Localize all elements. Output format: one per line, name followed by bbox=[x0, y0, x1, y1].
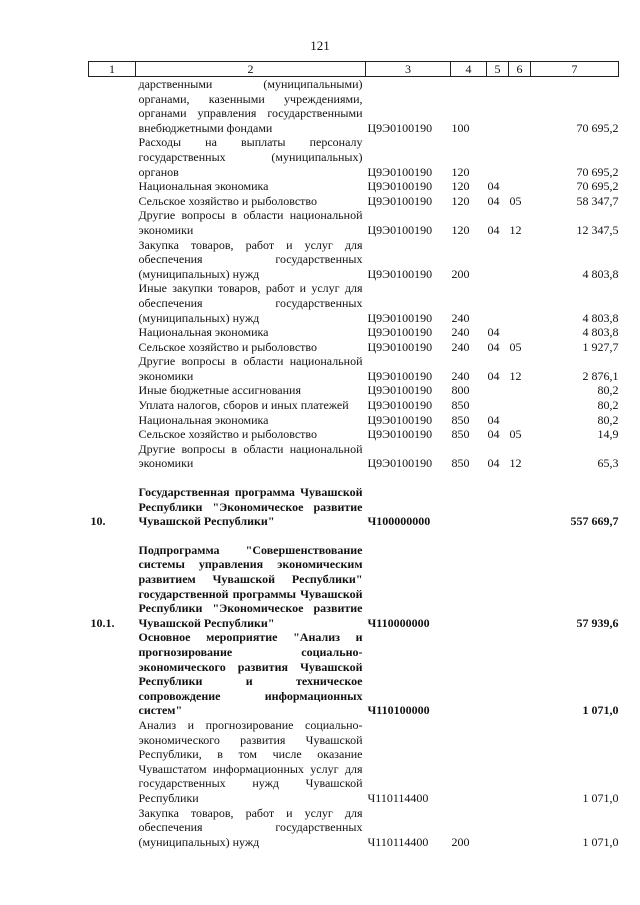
column-number-5: 5 bbox=[487, 62, 509, 77]
row-number bbox=[89, 398, 136, 413]
subsection-code bbox=[509, 238, 531, 282]
section-code: 04 bbox=[487, 412, 500, 427]
table-row bbox=[89, 77, 619, 136]
amount: 557 669,7 bbox=[570, 514, 619, 529]
subsection-code: 05 bbox=[509, 193, 522, 208]
section-code: 04 bbox=[487, 427, 500, 442]
table-row bbox=[89, 413, 619, 428]
row-number: 10.1. bbox=[90, 615, 115, 630]
target-article-code: Ц9Э0100190 bbox=[367, 266, 433, 281]
section-code bbox=[487, 630, 509, 718]
amount: 58 347,7 bbox=[576, 193, 619, 208]
amount: 2 876,1 bbox=[582, 368, 619, 383]
table-row bbox=[89, 238, 619, 282]
target-article-code: Ц9Э0100190 bbox=[367, 427, 433, 442]
row-name: Иные закупки товаров, работ и услуг для обеспечения государственных (муниципальных) нужд bbox=[138, 281, 363, 325]
row-name: Национальная экономика bbox=[138, 325, 269, 340]
section-code bbox=[487, 383, 509, 398]
table-row bbox=[89, 135, 619, 179]
subsection-code bbox=[509, 543, 531, 631]
amount: 80,2 bbox=[597, 412, 619, 427]
row-number bbox=[89, 427, 136, 442]
amount: 1 071,0 bbox=[582, 834, 619, 849]
column-number-3: 3 bbox=[366, 62, 451, 77]
expense-type-code: 200 bbox=[451, 834, 470, 849]
row-number bbox=[89, 442, 136, 471]
subsection-code bbox=[509, 77, 531, 136]
subsection-code: 12 bbox=[509, 368, 522, 383]
row-name: Сельское хозяйство и рыболовство bbox=[138, 339, 318, 354]
expense-type-code: 850 bbox=[451, 412, 470, 427]
target-article-code: Ц9Э0100190 bbox=[367, 310, 433, 325]
table-row bbox=[89, 208, 619, 237]
row-name: Анализ и прогнозирование социально-экономического развития Чувашской Республики, в том числе оказание Чувашстатом информационных услуг для государственных нужд Чувашской Республики bbox=[138, 717, 363, 805]
row-number bbox=[89, 413, 136, 428]
spacer-cell bbox=[89, 471, 619, 485]
subsection-code bbox=[509, 398, 531, 413]
table-row bbox=[89, 630, 619, 718]
row-name: дарственными (муниципальными) органами, казенными учреждениями, органами управления государственными внебюджетными фондами bbox=[138, 77, 363, 135]
target-article-code: Ц9Э0100190 bbox=[367, 164, 433, 179]
target-article-code: Ц9Э0100190 bbox=[367, 368, 433, 383]
row-number bbox=[89, 135, 136, 179]
expense-type-code bbox=[451, 485, 487, 529]
amount: 4 803,8 bbox=[582, 266, 619, 281]
row-number bbox=[89, 179, 136, 194]
spacer-row bbox=[89, 529, 619, 543]
amount: 4 803,8 bbox=[582, 310, 619, 325]
column-number-2: 2 bbox=[136, 62, 366, 77]
expense-type-code: 850 bbox=[451, 398, 470, 413]
target-article-code: Ц9Э0100190 bbox=[367, 383, 433, 398]
subsection-code bbox=[509, 485, 531, 529]
row-name: Уплата налогов, сборов и иных платежей bbox=[138, 398, 349, 413]
expense-type-code: 850 bbox=[451, 456, 470, 471]
amount: 1 071,0 bbox=[582, 790, 619, 805]
table-row bbox=[89, 281, 619, 325]
row-number bbox=[89, 208, 136, 237]
section-code bbox=[487, 543, 509, 631]
expense-type-code: 240 bbox=[451, 368, 470, 383]
amount: 12 347,5 bbox=[576, 222, 619, 237]
section-code bbox=[487, 238, 509, 282]
row-number bbox=[89, 383, 136, 398]
expense-type-code bbox=[451, 543, 487, 631]
table-row bbox=[89, 718, 619, 806]
row-number bbox=[89, 718, 136, 806]
table-row bbox=[89, 325, 619, 340]
column-number-4: 4 bbox=[451, 62, 487, 77]
expense-type-code: 240 bbox=[451, 339, 470, 354]
table-row bbox=[89, 179, 619, 194]
section-code bbox=[487, 135, 509, 179]
row-number bbox=[89, 630, 136, 718]
amount: 57 939,6 bbox=[576, 615, 619, 630]
table-row bbox=[89, 485, 619, 529]
row-name: Государственная программа Чувашской Республики "Экономическое развитие Чувашской Республики" bbox=[138, 485, 363, 529]
row-number bbox=[89, 325, 136, 340]
subsection-code bbox=[509, 179, 531, 194]
target-article-code: Ч110114400 bbox=[367, 834, 429, 849]
amount: 70 695,2 bbox=[576, 120, 619, 135]
subsection-code: 12 bbox=[509, 456, 522, 471]
spacer-cell bbox=[89, 529, 619, 543]
column-number-6: 6 bbox=[509, 62, 531, 77]
section-code: 04 bbox=[487, 193, 500, 208]
expense-type-code: 200 bbox=[451, 266, 470, 281]
amount: 65,3 bbox=[597, 456, 619, 471]
row-name: Другие вопросы в области национальной экономики bbox=[138, 208, 363, 237]
row-name: Иные бюджетные ассигнования bbox=[138, 383, 301, 398]
amount: 4 803,8 bbox=[582, 325, 619, 340]
target-article-code: Ц9Э0100190 bbox=[367, 325, 433, 340]
section-code: 04 bbox=[487, 339, 500, 354]
target-article-code: Ч100000000 bbox=[367, 514, 431, 529]
table-row bbox=[89, 427, 619, 442]
table-row bbox=[89, 442, 619, 471]
target-article-code: Ч110000000 bbox=[367, 615, 430, 630]
subsection-code: 12 bbox=[509, 222, 522, 237]
target-article-code: Ц9Э0100190 bbox=[367, 398, 433, 413]
expense-type-code: 120 bbox=[451, 179, 470, 194]
section-code bbox=[487, 398, 509, 413]
section-code: 04 bbox=[487, 222, 500, 237]
subsection-code bbox=[509, 718, 531, 806]
target-article-code: Ч110100000 bbox=[367, 703, 430, 718]
expense-type-code: 120 bbox=[451, 193, 470, 208]
row-number: 10. bbox=[90, 514, 106, 529]
row-number bbox=[89, 238, 136, 282]
section-code bbox=[487, 485, 509, 529]
amount: 70 695,2 bbox=[576, 179, 619, 194]
target-article-code: Ц9Э0100190 bbox=[367, 412, 433, 427]
subsection-code bbox=[509, 281, 531, 325]
target-article-code: Ц9Э0100190 bbox=[367, 222, 433, 237]
row-number bbox=[89, 340, 136, 355]
expense-type-code bbox=[451, 630, 487, 718]
table-row bbox=[89, 340, 619, 355]
row-name: Закупка товаров, работ и услуг для обеспечения государственных (муниципальных) нужд bbox=[138, 805, 363, 849]
target-article-code: Ц9Э0100190 bbox=[367, 193, 433, 208]
spacer-row bbox=[89, 471, 619, 485]
subsection-code: 05 bbox=[509, 427, 522, 442]
subsection-code bbox=[509, 413, 531, 428]
row-name: Подпрограмма "Совершенствование системы управления экономическим развитием Чувашской Республики" государственной программы Чувашской Республики "Экономическое развитие Чувашской Республики" bbox=[138, 542, 363, 630]
table-row bbox=[89, 383, 619, 398]
amount: 14,9 bbox=[597, 427, 619, 442]
page-number: 121 bbox=[310, 38, 330, 53]
table-row bbox=[89, 398, 619, 413]
row-number bbox=[89, 194, 136, 209]
section-code bbox=[487, 806, 509, 850]
amount: 80,2 bbox=[597, 398, 619, 413]
row-name: Закупка товаров, работ и услуг для обеспечения государственных (муниципальных) нужд bbox=[138, 237, 363, 281]
section-code bbox=[487, 281, 509, 325]
column-number-1: 1 bbox=[89, 62, 136, 77]
budget-table bbox=[88, 61, 619, 849]
target-article-code: Ц9Э0100190 bbox=[367, 179, 433, 194]
row-name: Другие вопросы в области национальной экономики bbox=[138, 441, 363, 471]
row-number bbox=[89, 281, 136, 325]
section-code: 04 bbox=[487, 456, 500, 471]
expense-type-code: 100 bbox=[451, 120, 470, 135]
section-code: 04 bbox=[487, 325, 500, 340]
amount: 80,2 bbox=[597, 383, 619, 398]
row-number bbox=[89, 806, 136, 850]
table-body bbox=[89, 77, 619, 850]
table-row bbox=[89, 194, 619, 209]
row-name: Национальная экономика bbox=[138, 412, 269, 427]
section-code: 04 bbox=[487, 368, 500, 383]
row-number bbox=[89, 77, 136, 136]
target-article-code: Ц9Э0100190 bbox=[367, 456, 433, 471]
row-name: Сельское хозяйство и рыболовство bbox=[138, 193, 318, 208]
amount: 1 071,0 bbox=[582, 703, 619, 718]
section-code: 04 bbox=[487, 179, 500, 194]
table-header bbox=[89, 62, 619, 77]
table-row bbox=[89, 354, 619, 383]
row-number bbox=[89, 354, 136, 383]
subsection-code bbox=[509, 806, 531, 850]
amount: 1 927,7 bbox=[582, 339, 619, 354]
row-name: Другие вопросы в области национальной экономики bbox=[138, 354, 363, 383]
expense-type-code: 120 bbox=[451, 222, 470, 237]
subsection-code bbox=[509, 630, 531, 718]
subsection-code bbox=[509, 135, 531, 179]
target-article-code: Ч110114400 bbox=[367, 790, 429, 805]
section-code bbox=[487, 718, 509, 806]
table-row bbox=[89, 543, 619, 631]
expense-type-code bbox=[451, 718, 487, 806]
subsection-code bbox=[509, 325, 531, 340]
expense-type-code: 120 bbox=[451, 164, 470, 179]
section-code bbox=[487, 77, 509, 136]
table-row bbox=[89, 806, 619, 850]
column-number-7: 7 bbox=[531, 62, 619, 77]
row-name: Основное мероприятие "Анализ и прогнозирование социально-экономического развития Чувашской Республики и техническое сопровождение информационных систем" bbox=[138, 630, 363, 718]
expense-type-code: 240 bbox=[451, 310, 470, 325]
expense-type-code: 240 bbox=[451, 325, 470, 340]
amount: 70 695,2 bbox=[576, 164, 619, 179]
target-article-code: Ц9Э0100190 bbox=[367, 120, 433, 135]
expense-type-code: 800 bbox=[451, 383, 470, 398]
row-name: Расходы на выплаты персоналу государственных (муниципальных) органов bbox=[138, 135, 363, 179]
expense-type-code: 850 bbox=[451, 427, 470, 442]
subsection-code bbox=[509, 383, 531, 398]
subsection-code: 05 bbox=[509, 339, 522, 354]
row-name: Сельское хозяйство и рыболовство bbox=[138, 427, 318, 442]
row-name: Национальная экономика bbox=[138, 179, 269, 194]
target-article-code: Ц9Э0100190 bbox=[367, 339, 433, 354]
